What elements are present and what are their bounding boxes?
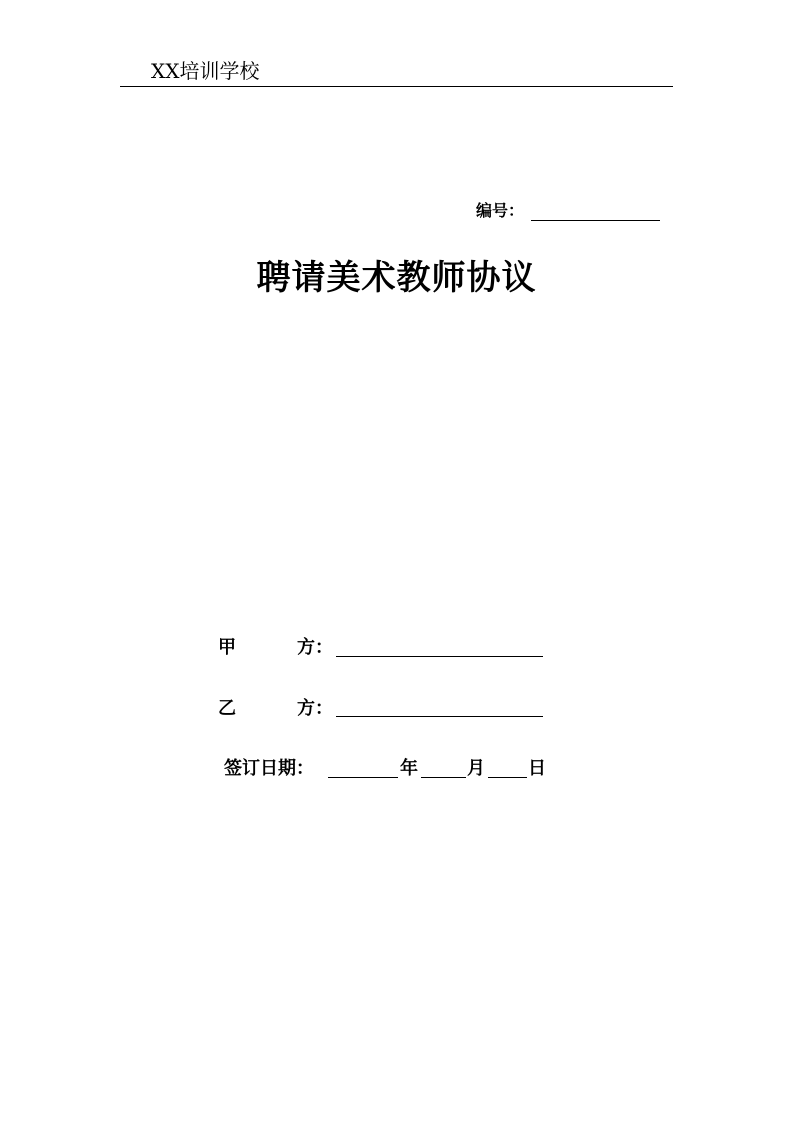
signing-month-blank[interactable] — [421, 777, 466, 778]
serial-number-blank[interactable] — [531, 220, 660, 221]
party-b-blank[interactable] — [336, 716, 543, 717]
party-a-blank[interactable] — [336, 656, 543, 657]
party-a-label-first: 甲 — [218, 637, 236, 658]
signing-date-label: 签订日期： — [224, 758, 314, 779]
party-b-label-second: 方： — [297, 698, 333, 719]
party-b-label-first: 乙 — [218, 698, 236, 719]
signing-day-unit: 日 — [528, 758, 546, 779]
serial-number-label: 编号： — [476, 201, 525, 220]
signing-year-blank[interactable] — [328, 777, 398, 778]
signing-year-unit: 年 — [400, 758, 418, 779]
document-title: 聘请美术教师协议 — [256, 258, 537, 298]
party-a-label-second: 方： — [297, 637, 333, 658]
signing-day-blank[interactable] — [488, 777, 527, 778]
signing-month-unit: 月 — [467, 758, 485, 779]
school-header: XX培训学校 — [151, 59, 260, 83]
header-rule — [120, 86, 673, 87]
